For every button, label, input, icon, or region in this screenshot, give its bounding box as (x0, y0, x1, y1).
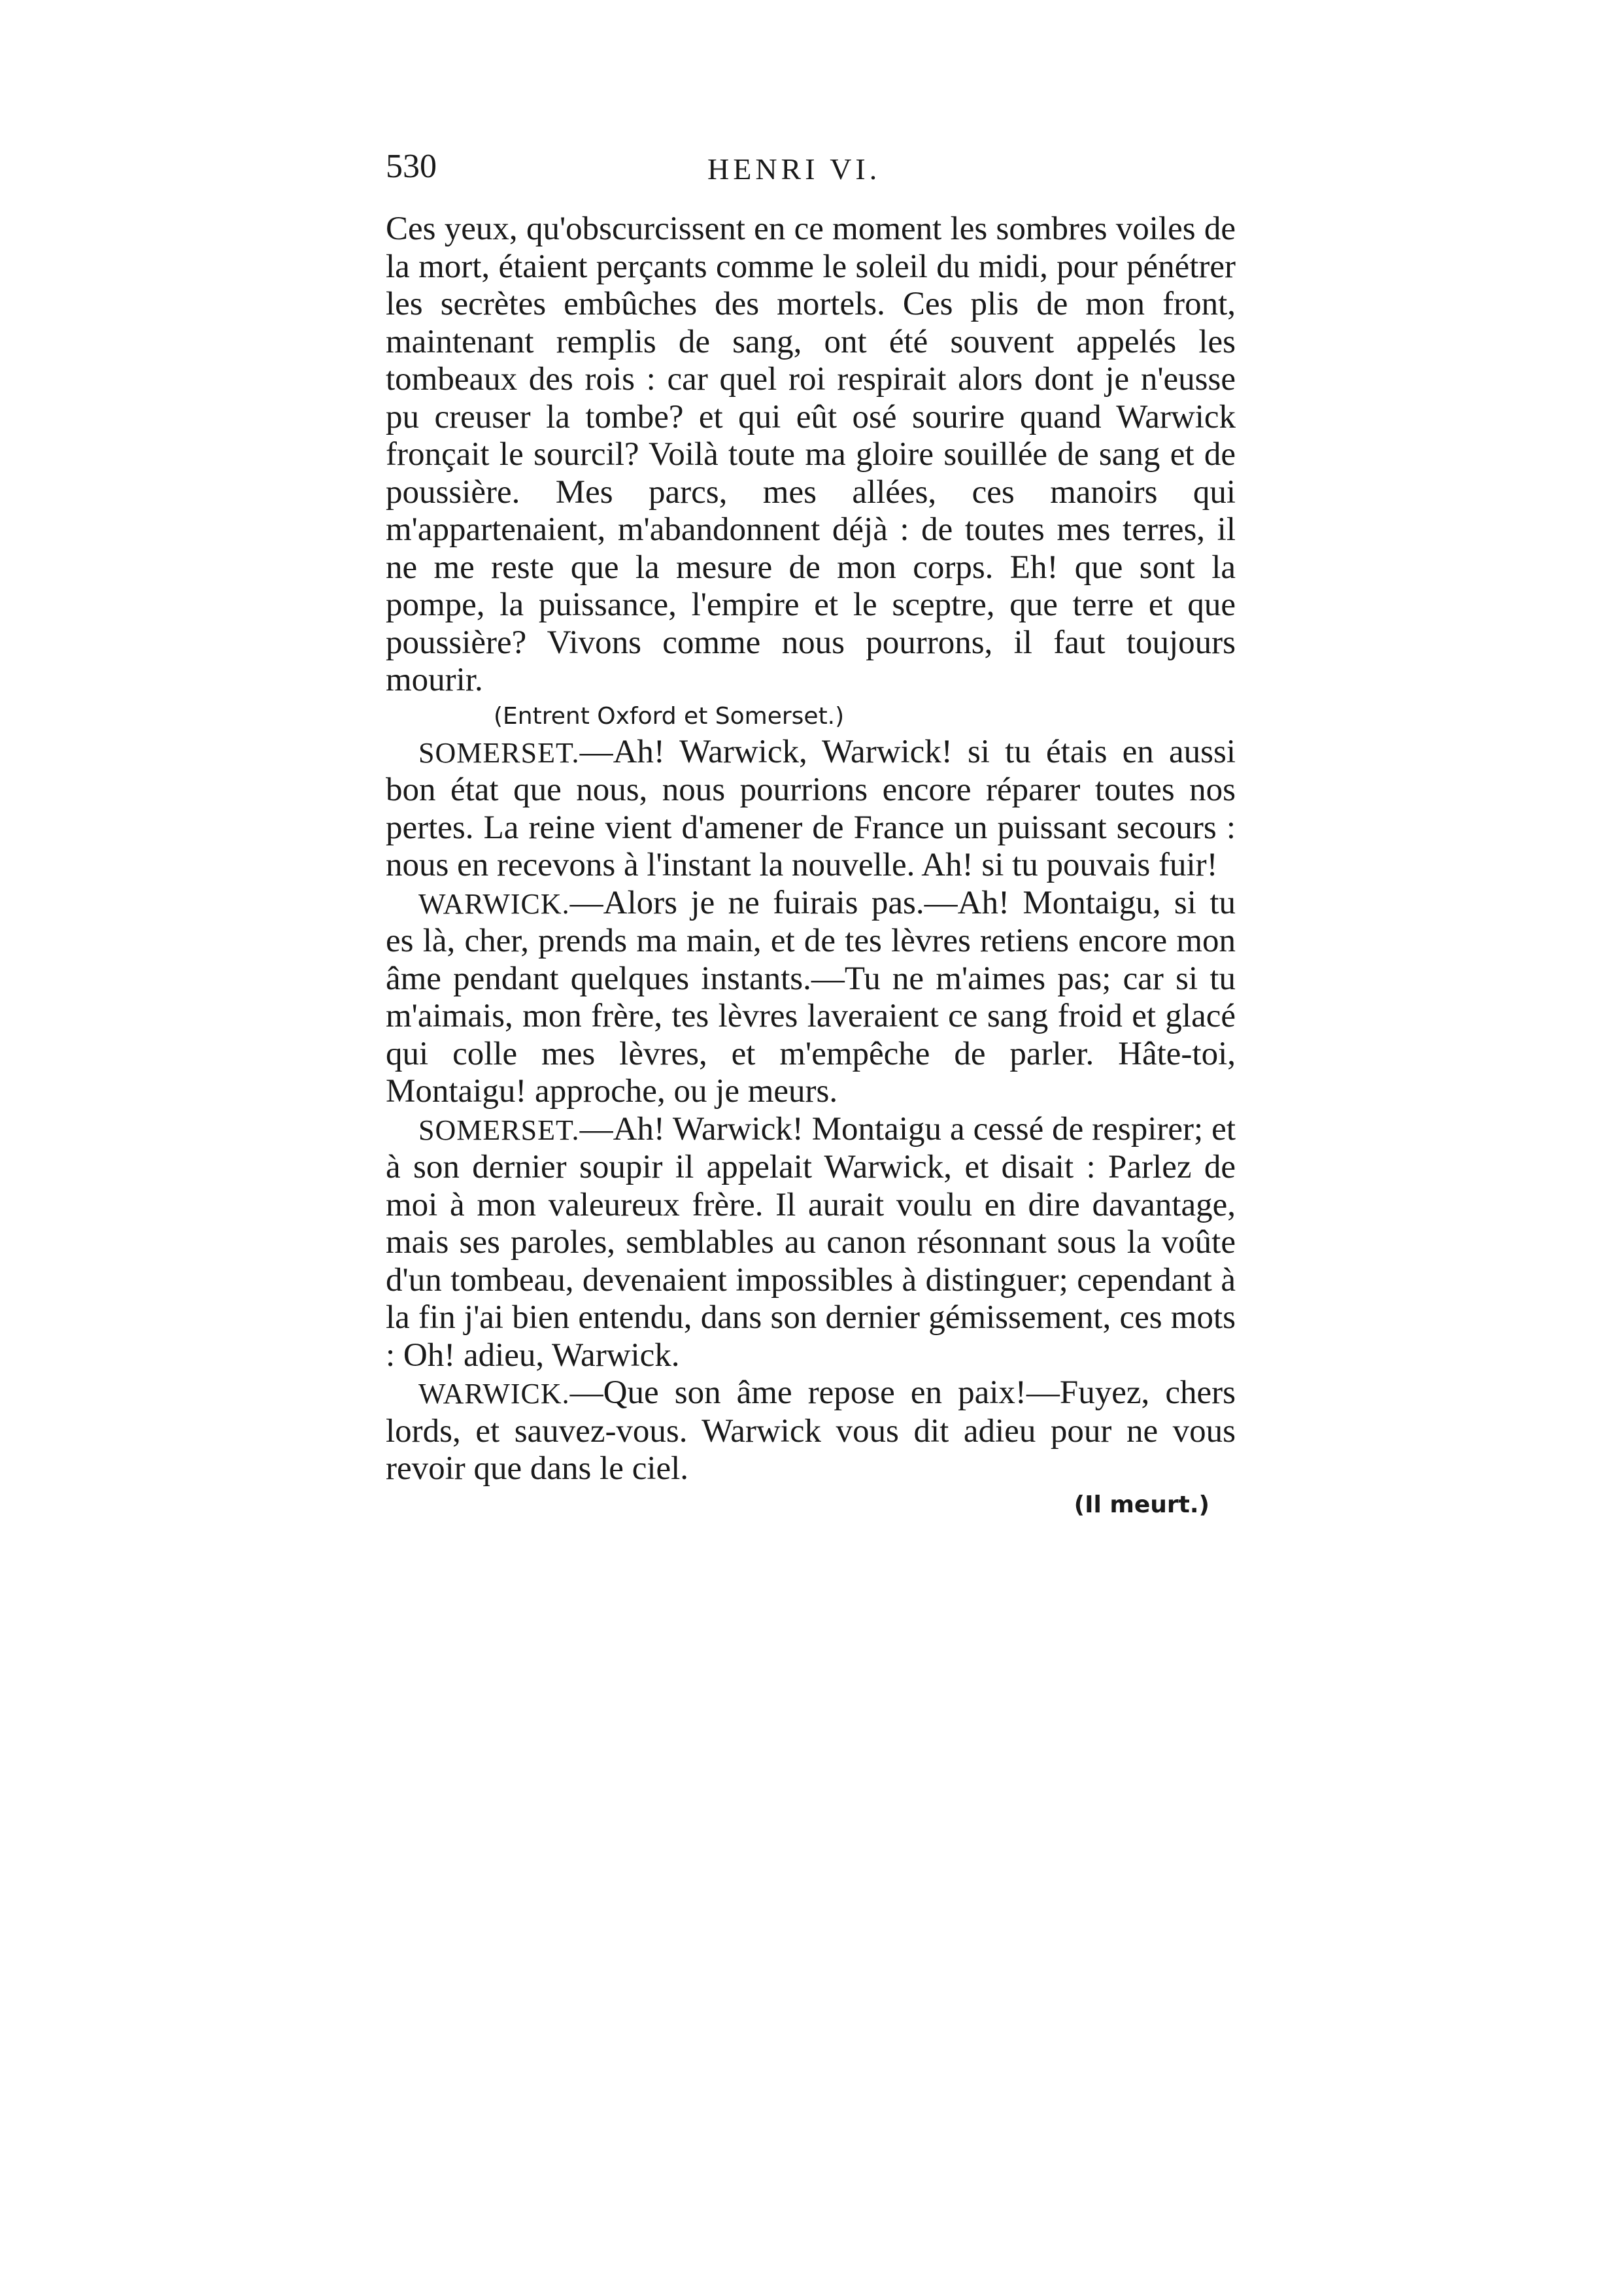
speaker-name: WARWICK. (418, 887, 570, 920)
paragraph-somerset-1 (386, 734, 1236, 885)
page-number: 530 (386, 148, 437, 185)
paragraph-text: —Ah! Warwick! Montaigu a cessé de respirer; et à son dernier soupir il appelait Warwick, et disait : Parlez de moi à mon valeureux frère. Il aurait voulu en dire davantage, mais ses paroles, semblables au canon résonnant sous la voûte d'un tombeau, devenaient impossibles à distinguer; cependant à la fin j'ai bien entendu, dans son dernier gémissement, ces mots : Oh! adieu, Warwick. (386, 1110, 1236, 1374)
paragraph-warwick-1 (386, 885, 1236, 1111)
paragraph-text: —Alors je ne fuirais pas.—Ah! Montaigu, si tu es là, cher, prends ma main, et de tes lèvres retiens encore mon âme pendant quelques instants.—Tu ne m'aimes pas; car si tu m'aimais, mon frère, tes lèvres laveraient ce sang froid et glacé qui colle mes lèvres, et m'empêche de parler. Hâte-toi, Montaigu! approche, ou je meurs. (386, 884, 1236, 1110)
speaker-name: WARWICK. (418, 1378, 570, 1410)
stage-direction-enter: (Entrent Oxford et Somerset.) (494, 702, 845, 730)
paragraph-text: —Que son âme repose en paix!—Fuyez, chers lords, et sauvez-vous. Warwick vous dit adieu pour ne vous revoir que dans le ciel. (386, 1374, 1236, 1487)
speaker-name: SOMERSET. (418, 1114, 580, 1146)
paragraph-text: —Ah! Warwick, Warwick! si tu étais en aussi bon état que nous, nous pourrions encore réparer toutes nos pertes. La reine vient d'amener de France un puissant secours : nous en recevons à l'instant la nouvelle. Ah! si tu pouvais fuir! (386, 733, 1236, 883)
text-block (386, 211, 1236, 1522)
paragraph-text: Ces yeux, qu'obscurcissent en ce moment les sombres voiles de la mort, étaient perçants comme le soleil du midi, pour pénétrer les secrètes embûches des mortels. Ces plis de mon front, maintenant remplis de sang, ont été souvent appelés les tombeaux des rois : car quel roi respirait alors dont je n'eusse pu creuser la tombe? et qui eût osé sourire quand Warwick fronçait le sourcil? Voilà toute ma gloire souillée de sang et de poussière. Mes parcs, mes allées, ces manoirs qui m'appartenaient, m'abandonnent déjà : de toutes mes terres, il ne me reste que la mesure de mon corps. Eh! que sont la pompe, la puissance, l'empire et le sceptre, que terre et que poussière? Vivons comme nous pourrons, il faut toujours mourir. (386, 211, 1236, 698)
running-title: HENRI VI. (707, 152, 881, 186)
page-header (386, 147, 1236, 199)
paragraph-warwick-monologue (386, 211, 1236, 700)
speaker-name: SOMERSET. (418, 736, 580, 769)
stage-direction-dies: (Il meurt.) (1074, 1491, 1210, 1518)
paragraph-somerset-2 (386, 1111, 1236, 1375)
paragraph-warwick-2 (386, 1374, 1236, 1488)
